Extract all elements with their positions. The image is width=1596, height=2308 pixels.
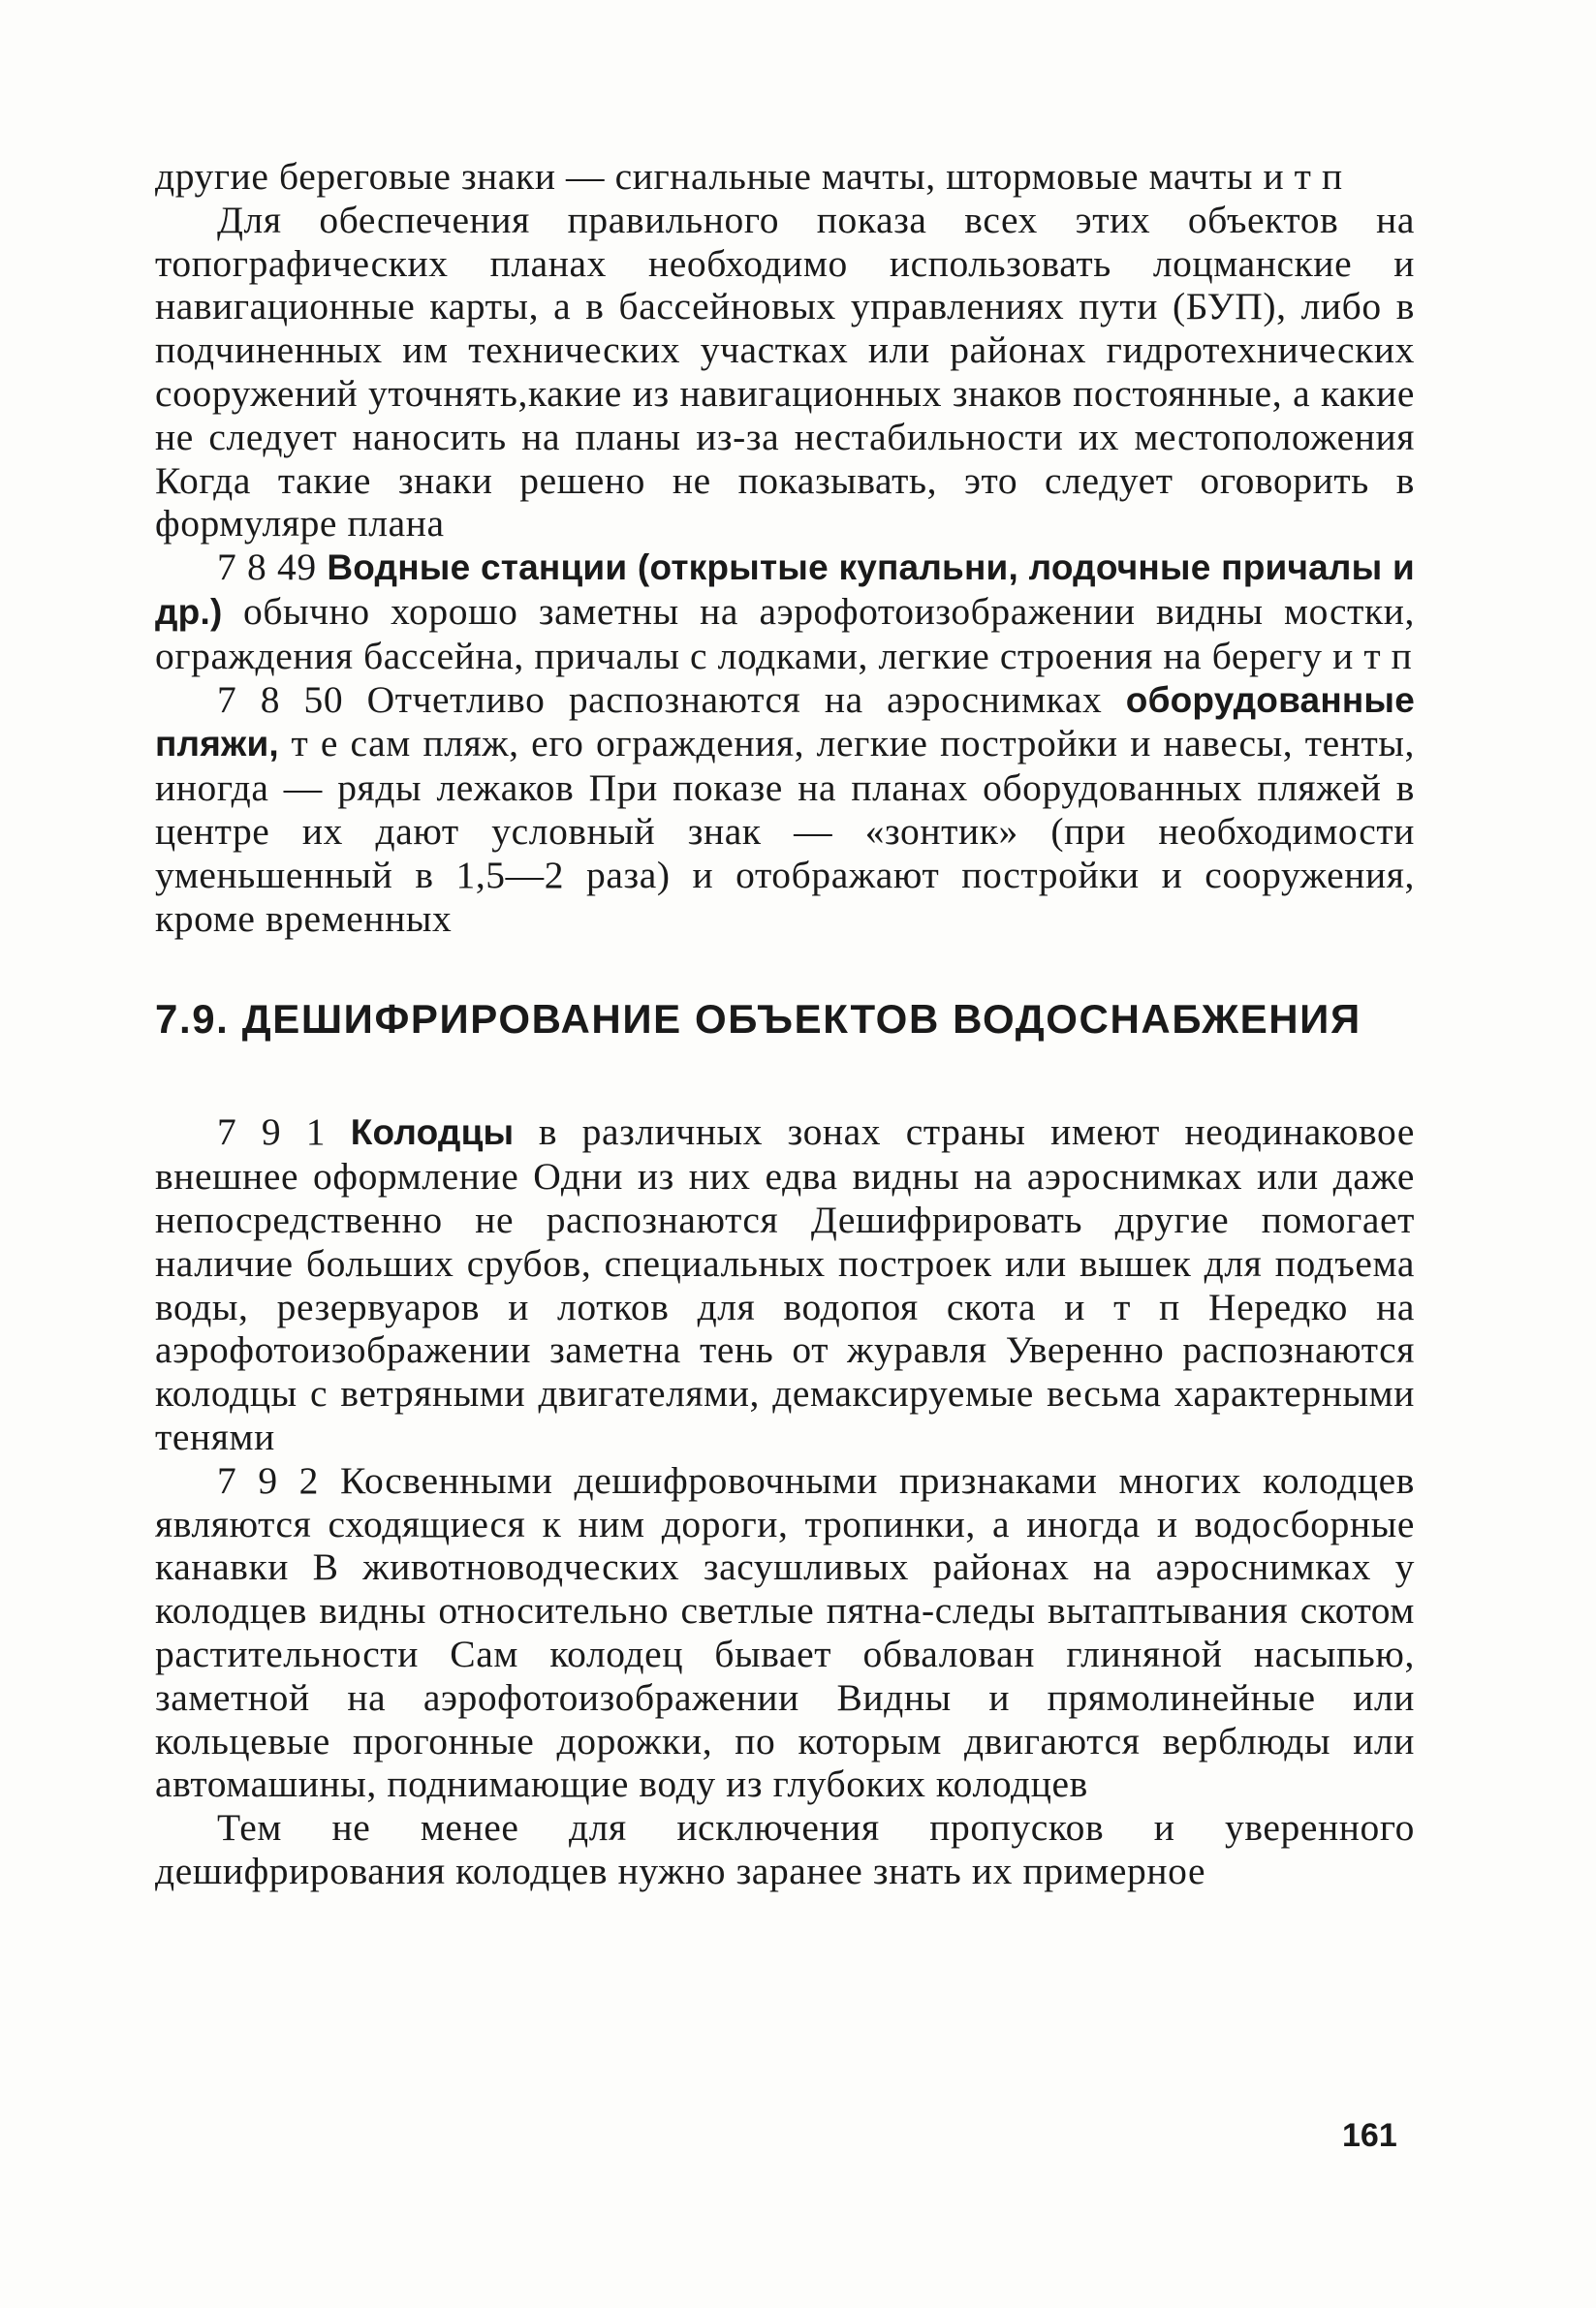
paragraph-text: Для обеспечения правильного показа всех этих объектов на топографических планах необходимо использовать лоцманские и навигационные карты, а в бассейновых управлениях пути (БУП), либо в подчиненных им технических участках или районах гидротехнических сооружений уточнять,какие из навигационных знаков постоянные, а какие не следует наносить на планы из-за нестабильности их местоположения Когда такие знаки решено не показывать, это следует оговорить в формуляре плана bbox=[155, 198, 1415, 546]
paragraphs-after bbox=[155, 1110, 1415, 1892]
paragraphs-before bbox=[155, 155, 1415, 940]
paragraph-text: обычно хорошо заметны на аэрофотоизображении видны мостки, ограждения бассейна, причалы с лодками, легкие строения на берегу и т п bbox=[155, 589, 1415, 677]
paragraph bbox=[155, 1806, 1415, 1893]
paragraph bbox=[155, 1459, 1415, 1806]
bold-term: оборудованные пляжи, bbox=[155, 679, 1415, 764]
paragraph bbox=[155, 546, 1415, 677]
bold-term: Колодцы bbox=[350, 1112, 515, 1153]
text-body bbox=[155, 155, 1415, 1893]
paragraph-text: в различных зонах страны имеют неодинаковое внешнее оформление Одни из них едва видны на аэроснимках или даже непосредственно не распознаются Дешифрировать другие помогает наличие больших срубов, специальных построек или вышек для подъема воды, резервуаров и лотков для водопоя скота и т п Нередко на аэрофотоизображении заметна тень от журавля Уверенно распознаются колодцы с ветряными двигателями, демаксируемые весьма характерными тенями bbox=[155, 1110, 1416, 1458]
bold-term: Водные станции (открытые купальни, лодочные причалы и др.) bbox=[155, 547, 1415, 632]
paragraph bbox=[155, 1110, 1415, 1458]
paragraph bbox=[155, 199, 1415, 546]
paragraph bbox=[155, 155, 1415, 199]
paragraph-text: т е сам пляж, его ограждения, легкие постройки и навесы, тенты, иногда — ряды лежаков При показе на планах оборудованных пляжей в центре их дают условный знак — «зонтик» (при необходимости уменьшенный в 1,5—2 раза) и отображают постройки и сооружения, кроме временных bbox=[155, 722, 1415, 940]
paragraph-text: 7 9 1 bbox=[217, 1110, 351, 1154]
page-number: 161 bbox=[1342, 2117, 1397, 2154]
paragraph-text: Тем не менее для исключения пропусков и уверенного дешифрирования колодцев нужно заранее знать их примерное bbox=[155, 1806, 1415, 1892]
paragraph-text: другие береговые знаки — сигнальные мачты, штормовые мачты и т п bbox=[155, 155, 1343, 198]
paragraph-text: 7 9 2 Косвенными дешифровочными признаками многих колодцев являются сходящиеся к ним дороги, тропинки, а иногда и водосборные канавки В животноводческих засушливых районах на аэроснимках у колодцев видны относительно светлые пятна-следы вытаптывания скотом растительности Сам колодец бывает обвалован глиняной насыпью, заметной на аэрофотоизображении Видны и прямолинейные или кольцевые прогонные дорожки, по которым двигаются верблюды или автомашины, поднимающие воду из глубоких колодцев bbox=[155, 1458, 1415, 1806]
section-heading: 7.9. ДЕШИФРИРОВАНИЕ ОБЪЕКТОВ ВОДОСНАБЖЕНИЯ bbox=[155, 996, 1361, 1043]
paragraph-text: 7 8 49 bbox=[217, 546, 328, 589]
paragraph bbox=[155, 678, 1415, 941]
paragraph-text: 7 8 50 Отчетливо распознаются на аэроснимках bbox=[217, 677, 1126, 721]
